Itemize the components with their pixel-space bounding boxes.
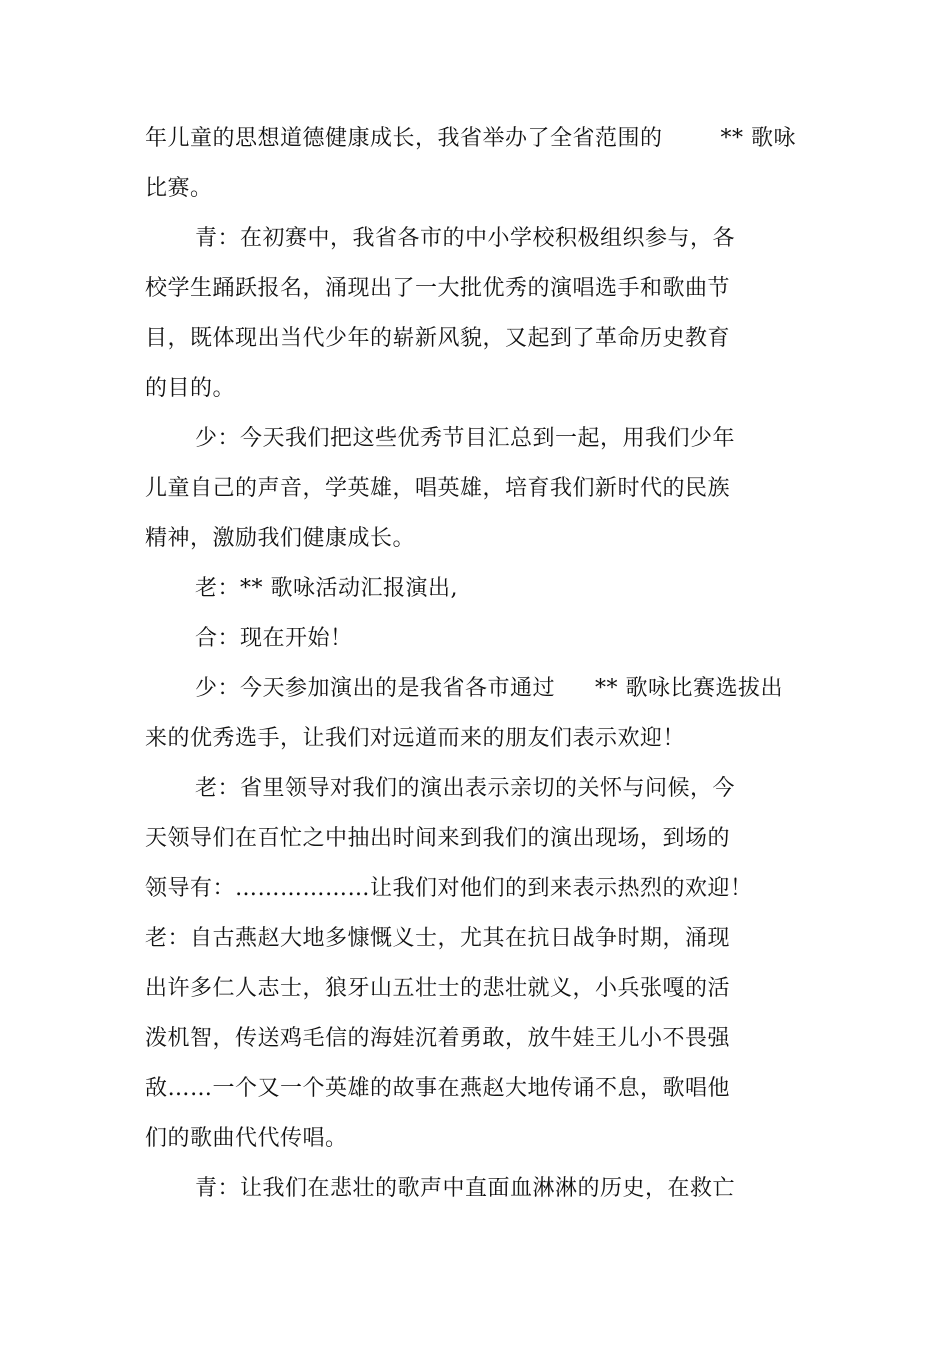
text-line: 精神，激励我们健康成长。 [145,526,416,551]
dialogue-line: 青：在初赛中，我省各市的中小学校积极组织参与，各 [195,226,736,251]
text-line: 的目的。 [145,376,236,401]
text-line: 泼机智，传送鸡毛信的海娃沉着勇敢，放牛娃王儿小不畏强 [145,1026,731,1051]
text-line: 领导有：………………让我们对他们的到来表示热烈的欢迎！ [145,876,753,901]
text-segment: ** 歌咏 [720,126,797,151]
text-line: 们的歌曲代代传唱。 [145,1126,348,1151]
text-line: 出许多仁人志士，狼牙山五壮士的悲壮就义，小兵张嘎的活 [145,976,731,1001]
dialogue-line: 少：今天我们把这些优秀节目汇总到一起，用我们少年 [195,426,736,451]
text-line: 校学生踊跃报名，涌现出了一大批优秀的演唱选手和歌曲节 [145,276,731,301]
text-line: 来的优秀选手，让我们对远道而来的朋友们表示欢迎！ [145,726,686,751]
dialogue-line: 青：让我们在悲壮的歌声中直面血淋淋的历史，在救亡 [195,1176,736,1201]
text-segment: ** 歌咏比赛选拔出 [595,676,784,701]
text-line: 儿童自己的声音，学英雄，唱英雄，培育我们新时代的民族 [145,476,731,501]
text-segment: 年儿童的思想道德健康成长，我省举办了全省范围的 [145,126,663,151]
dialogue-line: 老：自古燕赵大地多慷慨义士，尤其在抗日战争时期，涌现 [145,926,731,951]
dialogue-line [195,674,783,704]
dialogue-line: 老：** 歌咏活动汇报演出, [195,576,458,601]
text-line: 比赛。 [145,176,213,201]
dialogue-line: 老：省里领导对我们的演出表示亲切的关怀与问候，今 [195,776,736,801]
text-line: 天领导们在百忙之中抽出时间来到我们的演出现场，到场的 [145,826,731,851]
dialogue-line: 合：现在开始！ [195,626,353,651]
text-line [145,124,796,154]
text-segment: 少：今天参加演出的是我省各市通过 [195,676,556,701]
text-line: 敌……一个又一个英雄的故事在燕赵大地传诵不息，歌唱他 [145,1076,731,1101]
text-line: 目，既体现出当代少年的崭新风貌，又起到了革命历史教育 [145,326,731,351]
